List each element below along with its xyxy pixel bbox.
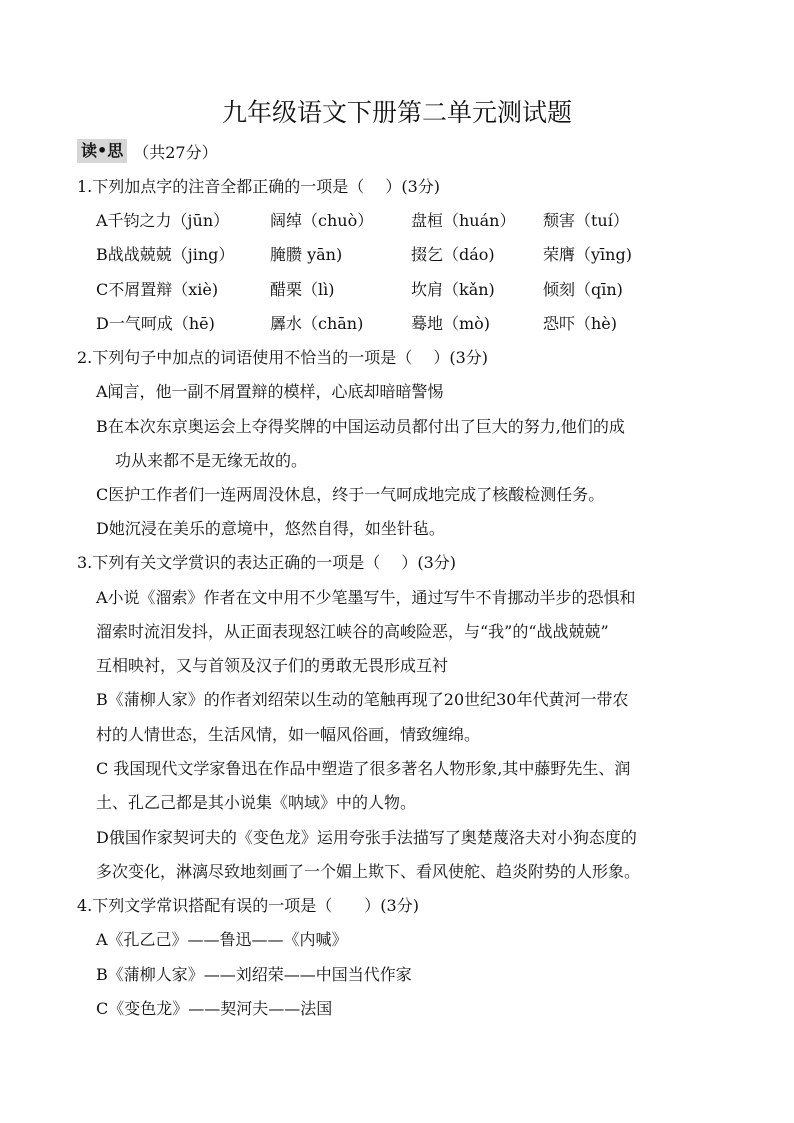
page-title: 九年级语文下册第二单元测试题 xyxy=(221,98,572,127)
option-cell: 恐吓（hè) xyxy=(543,314,618,333)
question-3-option-d-cont: 多次变化，淋漓尽致地刻画了一个媚上欺下、看风使舵、趋炎附势的人形象。 xyxy=(96,862,641,881)
question-3-option-d: D俄国作家契诃夫的《变色龙》运用夸张手法描写了奥楚蔑洛夫对小狗态度的 xyxy=(96,828,637,847)
option-cell: 阔绰（chuò） xyxy=(270,211,374,230)
section-header xyxy=(77,138,218,164)
question-4-option-b: B《蒲柳人家》——刘绍荣——中国当代作家 xyxy=(96,965,412,984)
option-cell: A千钧之力（jūn） xyxy=(96,211,230,230)
question-2-option-a: A闻言，他一副不屑置辩的模样，心底却暗暗警惕 xyxy=(96,382,444,401)
question-3-option-a-cont: 溜索时流泪发抖，从正面表现怒江峡谷的高峻险恶，与“我”的“战战兢兢” xyxy=(96,622,609,641)
section-label: 读•思 xyxy=(77,139,127,163)
option-cell: C不屑置辩（xiè) xyxy=(96,280,219,299)
question-3-option-c: C 我国现代文学家鲁迅在作品中塑造了很多著名人物形象,其中藤野先生、润 xyxy=(96,759,631,778)
option-cell: D一气呵成（hē) xyxy=(96,314,215,333)
option-cell: 蓦地（mò) xyxy=(411,314,491,333)
question-3-option-b-cont: 村的人情世态，生活风情，如一幅风俗画，情致缠绵。 xyxy=(96,725,481,744)
option-cell: 羼水（chān) xyxy=(270,314,364,333)
question-4-option-c: C《变色龙》——契河夫——法国 xyxy=(96,999,333,1018)
question-2-option-b: B在本次东京奥运会上夺得奖牌的中国运动员都付出了巨大的努力,他们的成 xyxy=(96,417,625,436)
section-score: （共27分） xyxy=(133,142,218,162)
question-2-stem: 2.下列句子中加点的词语使用不恰当的一项是（ ）(3分) xyxy=(77,348,489,367)
question-2-option-b-cont: 功从来都不是无缘无故的。 xyxy=(115,451,308,470)
question-1-stem: 1.下列加点字的注音全都正确的一项是（ ）(3分) xyxy=(77,177,441,196)
question-2-option-c: C医护工作者们一连两周没休息，终于一气呵成地完成了核酸检测任务。 xyxy=(96,485,605,504)
option-cell: 坎肩（kǎn) xyxy=(411,280,495,299)
question-3-option-c-cont: 土、孔乙己都是其小说集《呐域》中的人物。 xyxy=(96,793,417,812)
question-3-option-a-cont: 互相映衬，又与首领及汉子们的勇敢无畏形成互衬 xyxy=(96,656,449,675)
question-3-option-b: B《蒲柳人家》的作者刘绍荣以生动的笔触再现了20世纪30年代黄河一带农 xyxy=(96,690,629,709)
question-2-option-d: D她沉浸在美乐的意境中，悠然自得，如坐针毡。 xyxy=(96,519,445,538)
option-cell: B战战兢兢（jing） xyxy=(96,245,235,264)
question-4-stem: 4.下列文学常识搭配有误的一项是（ ）(3分) xyxy=(77,896,419,915)
question-3-option-a: A小说《溜索》作者在文中用不少笔墨写牛，通过写牛不肯挪动半步的恐惧和 xyxy=(96,588,636,607)
option-cell: 醋栗（lì) xyxy=(270,280,335,299)
option-cell: 腌臜 yān) xyxy=(270,245,343,264)
option-cell: 倾刻（qīn) xyxy=(543,280,623,299)
question-3-stem: 3.下列有关文学赏识的表达正确的一项是（ ）(3分) xyxy=(77,553,457,572)
option-cell: 盘桓（huán） xyxy=(411,211,516,230)
option-cell: 颓害（tuí） xyxy=(543,211,629,230)
option-cell: 荣膺（yīng) xyxy=(543,245,632,264)
question-4-option-a: A《孔乙己》——鲁迅——《内喊》 xyxy=(96,930,348,949)
option-cell: 掇乞（dáo) xyxy=(411,245,495,264)
